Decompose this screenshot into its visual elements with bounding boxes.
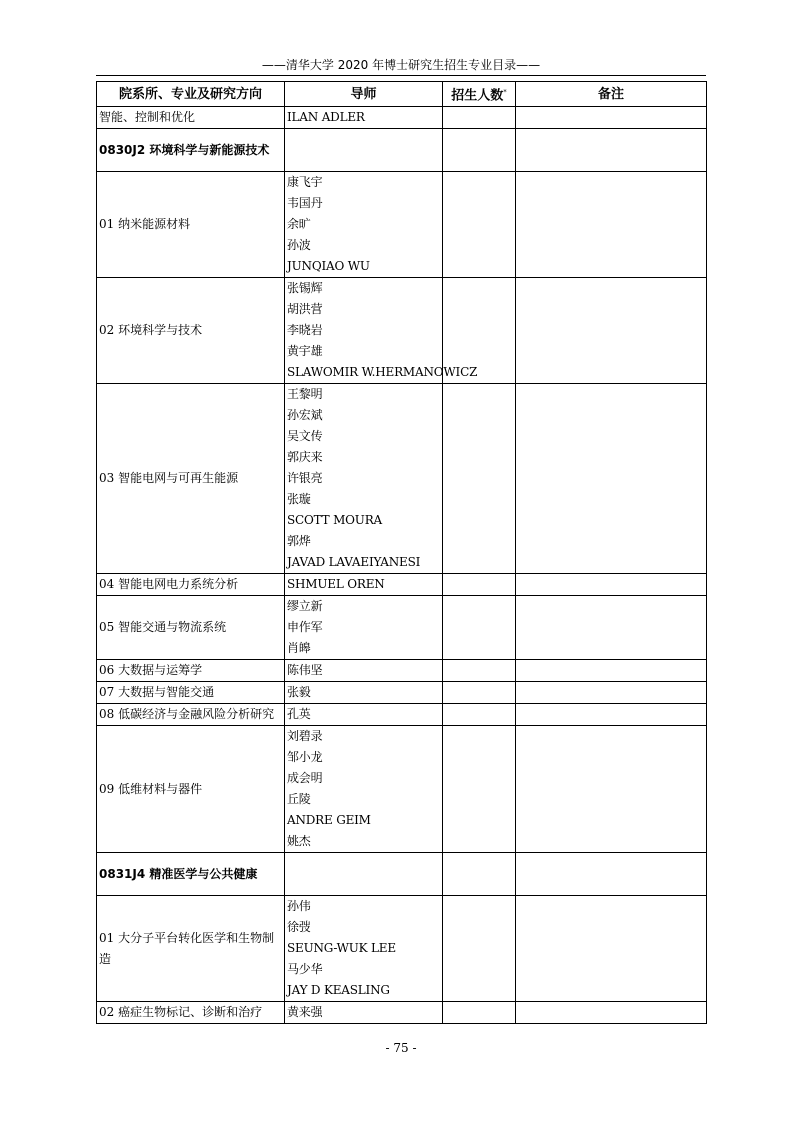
advisor-name: 康飞宇: [287, 175, 323, 190]
research-direction-cell: 01 大分子平台转化医学和生物制造: [97, 896, 285, 1002]
advisor-name: 姚杰: [287, 834, 311, 849]
enroll-cell: [443, 129, 516, 172]
table-row: [97, 853, 707, 896]
notes-cell: [516, 1002, 707, 1024]
advisor-cell: [285, 896, 443, 1002]
advisor-cell: [285, 853, 443, 896]
col-header-dept: 院系所、专业及研究方向: [97, 82, 285, 107]
notes-cell: [516, 107, 707, 129]
advisor-cell: [285, 574, 443, 596]
advisor-name: 肖皞: [287, 641, 311, 656]
table-row: [97, 896, 707, 1002]
research-direction-cell: 智能、控制和优化: [97, 107, 285, 129]
table-row: [97, 660, 707, 682]
advisor-cell: [285, 1002, 443, 1024]
col-header-enroll: [443, 82, 516, 107]
table-row: [97, 596, 707, 660]
notes-cell: [516, 660, 707, 682]
advisor-cell: [285, 384, 443, 574]
advisor-cell: [285, 596, 443, 660]
enroll-cell: [443, 172, 516, 278]
table-row: [97, 107, 707, 129]
advisor-name: JAY D KEASLING: [287, 983, 390, 998]
notes-cell: [516, 278, 707, 384]
advisor-name: 余旷: [287, 217, 311, 232]
notes-cell: [516, 853, 707, 896]
advisor-name: 马少华: [287, 962, 323, 977]
advisor-name: 李晓岩: [287, 323, 323, 338]
enroll-cell: [443, 107, 516, 129]
advisor-name: 邹小龙: [287, 750, 323, 765]
advisor-name: SHMUEL OREN: [287, 577, 385, 592]
advisor-name: ILAN ADLER: [287, 110, 365, 125]
advisor-name: 黄宇雄: [287, 344, 323, 359]
notes-cell: [516, 726, 707, 853]
advisor-name: 陈伟坚: [287, 663, 323, 678]
table-row: [97, 384, 707, 574]
advisor-name: 孙波: [287, 238, 311, 253]
advisor-name: 胡洪营: [287, 302, 323, 317]
table-row: [97, 704, 707, 726]
notes-cell: [516, 384, 707, 574]
advisor-cell: [285, 129, 443, 172]
advisor-name: 丘陵: [287, 792, 311, 807]
header-rule: [96, 75, 706, 76]
advisor-cell: [285, 107, 443, 129]
advisor-name: JAVAD LAVAEIYANESI: [287, 555, 421, 570]
enroll-cell: [443, 726, 516, 853]
advisor-cell: [285, 660, 443, 682]
notes-cell: [516, 896, 707, 1002]
enroll-cell: [443, 384, 516, 574]
advisor-name: 成会明: [287, 771, 323, 786]
advisor-name: 许银亮: [287, 471, 323, 486]
advisor-name: 韦国丹: [287, 196, 323, 211]
table-row: [97, 682, 707, 704]
advisor-cell: [285, 704, 443, 726]
enroll-cell: [443, 596, 516, 660]
advisor-name: JUNQIAO WU: [287, 259, 370, 274]
advisor-name: SLAWOMIR W.HERMANOWICZ: [287, 365, 478, 380]
advisor-name: SEUNG-WUK LEE: [287, 941, 396, 956]
advisor-name: ANDRE GEIM: [287, 813, 371, 828]
enroll-cell: [443, 853, 516, 896]
enroll-cell: [443, 574, 516, 596]
advisor-name: 吴文传: [287, 429, 323, 444]
col-header-enroll-label: 招生人数: [451, 88, 504, 104]
table-row: [97, 278, 707, 384]
research-direction-cell: 09 低维材料与器件: [97, 726, 285, 853]
notes-cell: [516, 682, 707, 704]
research-direction-cell: 02 癌症生物标记、诊断和治疗: [97, 1002, 285, 1024]
table-row: [97, 726, 707, 853]
col-header-notes: 备注: [516, 82, 707, 107]
advisor-name: 孔英: [287, 707, 311, 722]
advisor-name: 申作军: [287, 620, 323, 635]
notes-cell: [516, 574, 707, 596]
enroll-cell: [443, 682, 516, 704]
notes-cell: [516, 172, 707, 278]
table-row: [97, 129, 707, 172]
research-direction-cell: 04 智能电网电力系统分析: [97, 574, 285, 596]
research-direction-cell: 02 环境科学与技术: [97, 278, 285, 384]
advisor-name: 孙宏斌: [287, 408, 323, 423]
major-name-cell: 0830J2 环境科学与新能源技术: [97, 129, 285, 172]
advisor-cell: [285, 278, 478, 384]
research-direction-cell: 01 纳米能源材料: [97, 172, 285, 278]
enroll-cell: [443, 1002, 516, 1024]
advisor-name: 张毅: [287, 685, 311, 700]
enroll-cell: [443, 704, 516, 726]
col-header-advisor: 导师: [285, 82, 443, 107]
enroll-cell: [443, 660, 516, 682]
table-header-row: [97, 82, 707, 107]
advisor-cell: [285, 682, 443, 704]
advisor-name: 缪立新: [287, 599, 323, 614]
advisor-name: 徐弢: [287, 920, 311, 935]
research-direction-cell: 06 大数据与运筹学: [97, 660, 285, 682]
table-row: [97, 1002, 707, 1024]
research-direction-cell: 03 智能电网与可再生能源: [97, 384, 285, 574]
page-number: - 75 -: [385, 1041, 417, 1055]
research-direction-cell: 05 智能交通与物流系统: [97, 596, 285, 660]
enroll-footnote-mark: *: [503, 88, 507, 96]
advisor-name: 郭庆来: [287, 450, 323, 465]
advisor-name: 郭烨: [287, 534, 311, 549]
major-name-cell: 0831J4 精准医学与公共健康: [97, 853, 285, 896]
table-row: [97, 574, 707, 596]
research-direction-cell: 07 大数据与智能交通: [97, 682, 285, 704]
advisor-cell: [285, 172, 443, 278]
catalog-table: [96, 81, 707, 1024]
advisor-name: SCOTT MOURA: [287, 513, 383, 528]
notes-cell: [516, 596, 707, 660]
advisor-cell: [285, 726, 443, 853]
page-header: ——清华大学 2020 年博士研究生招生专业目录——: [261, 58, 541, 72]
advisor-name: 孙伟: [287, 899, 311, 914]
catalog-body: [97, 107, 707, 1024]
notes-cell: [516, 129, 707, 172]
table-row: [97, 172, 707, 278]
advisor-name: 刘碧录: [287, 729, 323, 744]
advisor-name: 黄来强: [287, 1005, 323, 1020]
advisor-name: 王黎明: [287, 387, 323, 402]
advisor-name: 张璇: [287, 492, 311, 507]
notes-cell: [516, 704, 707, 726]
enroll-cell: [443, 896, 516, 1002]
research-direction-cell: 08 低碳经济与金融风险分析研究: [97, 704, 285, 726]
advisor-name: 张锡辉: [287, 281, 323, 296]
